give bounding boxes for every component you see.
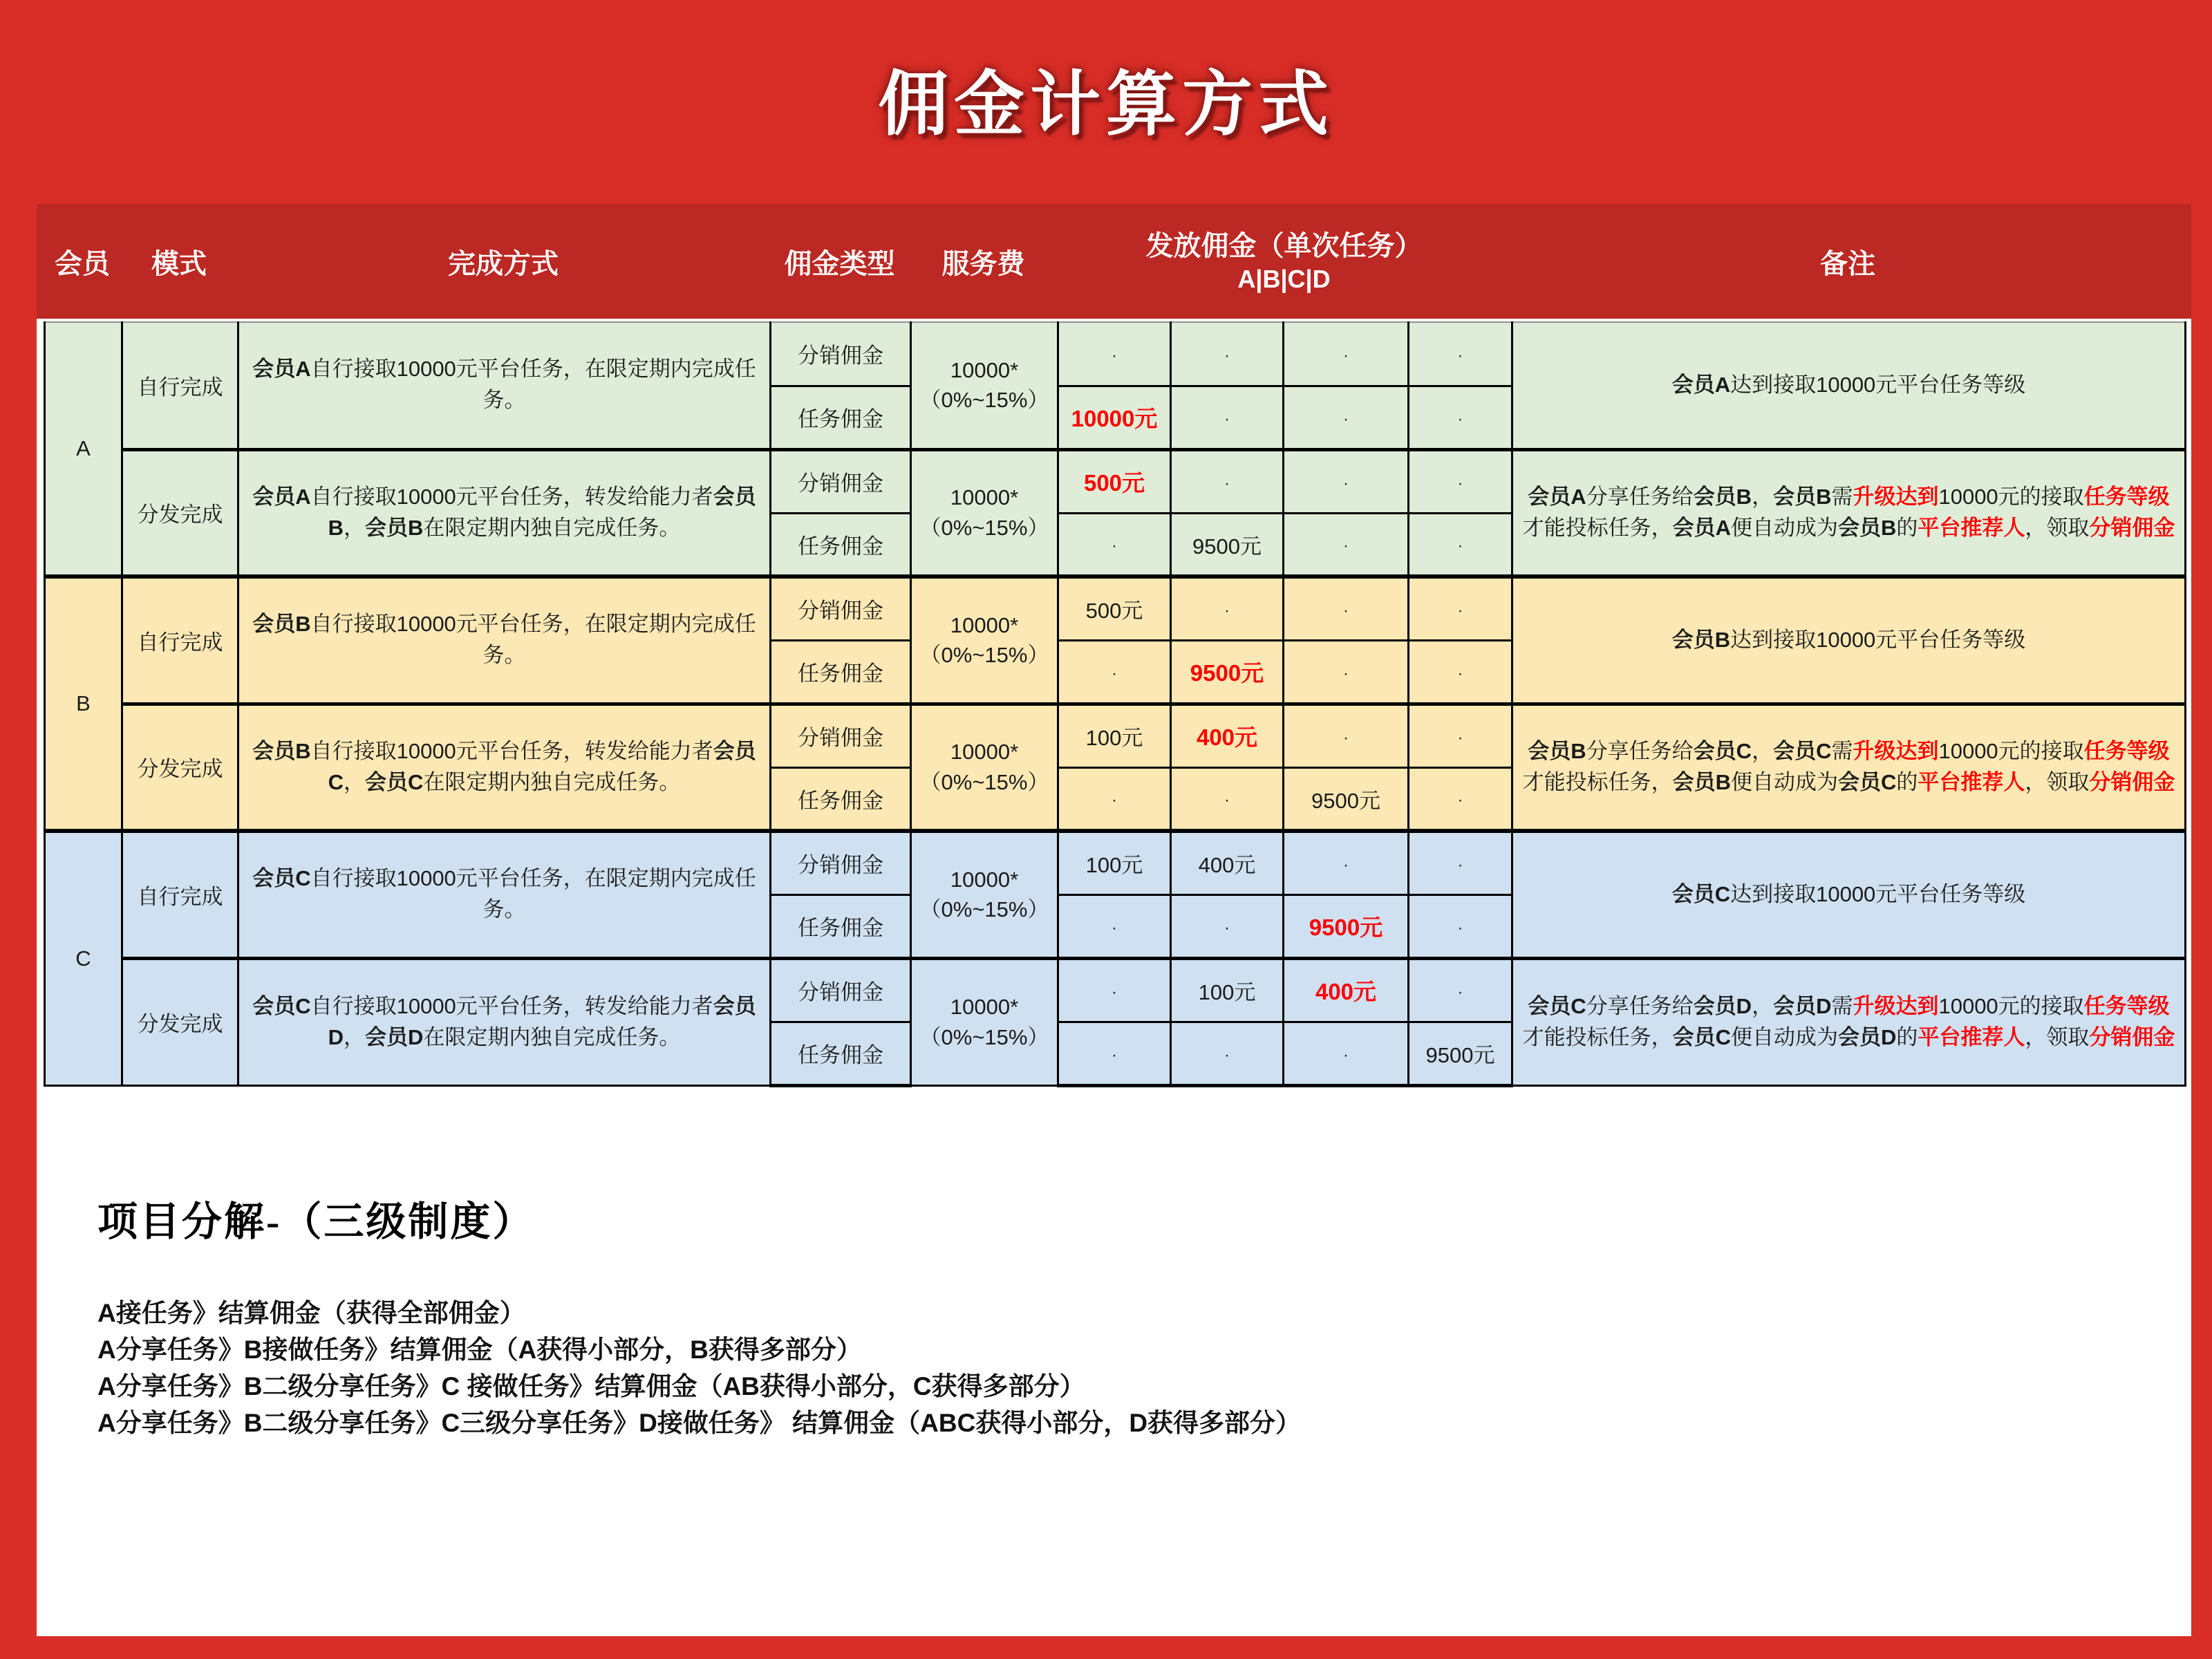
method-cell: 会员A自行接取10000元平台任务，转发给能力者会员B，会员B在限定期内独自完成任务。	[238, 449, 771, 577]
commission-type-cell: 任务佣金	[771, 386, 911, 449]
header-payout-line1: 发放佣金（单次任务）	[1145, 230, 1423, 261]
service-fee-cell	[911, 704, 1058, 831]
service-fee-line1: 10000*	[950, 995, 1019, 1020]
header-commission-type: 佣金类型	[784, 248, 895, 279]
table-row	[45, 958, 2186, 1022]
payout-value-cell-a: 100元	[1058, 704, 1171, 767]
payout-value-cell-b: ·	[1171, 1022, 1284, 1085]
payout-value-cell-c: 9500元	[1284, 767, 1409, 831]
table-header-row	[37, 204, 2191, 319]
payout-value-cell-c: ·	[1284, 640, 1409, 704]
payout-value-cell-a: ·	[1058, 322, 1171, 386]
header-payout	[1057, 229, 1511, 294]
member-cell: A	[45, 322, 122, 577]
service-fee-line2: （0%~15%）	[919, 388, 1049, 413]
payout-value-cell-b: ·	[1171, 767, 1284, 831]
payout-value-cell-a: ·	[1058, 640, 1171, 704]
footer-line: A接任务》结算佣金（获得全部佣金）	[97, 1299, 525, 1327]
mode-cell: 分发完成	[122, 958, 238, 1085]
remark-cell: 会员A分享任务给会员B，会员B需升级达到10000元的接取任务等级才能投标任务，会员A便自动成为会员B的平台推荐人，领取分销佣金	[1512, 449, 2186, 577]
payout-value-cell-d: ·	[1409, 894, 1512, 958]
payout-value-cell-d: ·	[1409, 958, 1512, 1022]
footer-line: A分享任务》B接做任务》结算佣金（A获得小部分，B获得多部分）	[97, 1335, 862, 1364]
service-fee-line1: 10000*	[950, 357, 1019, 382]
payout-value-cell-c: ·	[1284, 513, 1409, 577]
service-fee-line2: （0%~15%）	[919, 897, 1049, 922]
payout-value-cell-d: ·	[1409, 704, 1512, 767]
mode-cell: 自行完成	[122, 831, 238, 958]
payout-value-cell-c: ·	[1284, 449, 1409, 513]
payout-value-cell-d: ·	[1409, 449, 1512, 513]
payout-value-cell-d: ·	[1409, 322, 1512, 386]
method-cell: 会员C自行接取10000元平台任务，在限定期内完成任务。	[238, 831, 771, 958]
commission-type-cell: 分销佣金	[771, 831, 911, 894]
service-fee-cell	[911, 831, 1058, 958]
payout-value-cell-d: ·	[1409, 640, 1512, 704]
page-title: 佣金计算方式	[878, 66, 1334, 144]
service-fee-line2: （0%~15%）	[919, 769, 1049, 794]
commission-type-cell: 任务佣金	[771, 894, 911, 958]
table-row	[45, 322, 2186, 386]
commission-type-cell: 任务佣金	[771, 767, 911, 831]
header-member: 会员	[55, 248, 110, 279]
payout-value-cell-b: ·	[1171, 386, 1284, 449]
mode-cell: 分发完成	[122, 449, 238, 577]
commission-type-cell: 任务佣金	[771, 640, 911, 704]
mode-cell: 自行完成	[122, 577, 238, 704]
payout-value-cell-d: ·	[1409, 577, 1512, 640]
payout-value-cell-d: ·	[1409, 831, 1512, 894]
payout-value-cell-c: ·	[1284, 704, 1409, 767]
member-cell: C	[45, 831, 122, 1085]
commission-type-cell: 分销佣金	[771, 958, 911, 1022]
header-method: 完成方式	[448, 248, 559, 279]
payout-value-cell-b: 400元	[1171, 704, 1284, 767]
header-service-fee: 服务费	[941, 248, 1025, 279]
commission-type-cell: 任务佣金	[771, 1022, 911, 1085]
service-fee-line2: （0%~15%）	[919, 515, 1049, 540]
content-panel	[37, 204, 2191, 1636]
payout-value-cell-b: ·	[1171, 577, 1284, 640]
service-fee-line1: 10000*	[950, 485, 1019, 510]
commission-type-cell: 分销佣金	[771, 577, 911, 640]
table-row	[45, 704, 2186, 767]
payout-value-cell-a: ·	[1058, 894, 1171, 958]
commission-type-cell: 分销佣金	[771, 449, 911, 513]
commission-table	[44, 321, 2186, 1087]
payout-value-cell-b: ·	[1171, 894, 1284, 958]
payout-value-cell-c: ·	[1284, 577, 1409, 640]
payout-value-cell-d: 9500元	[1409, 1022, 1512, 1085]
payout-value-cell-a: 100元	[1058, 831, 1171, 894]
remark-cell: 会员C分享任务给会员D，会员D需升级达到10000元的接取任务等级才能投标任务，会员C便自动成为会员D的平台推荐人，领取分销佣金	[1512, 958, 2186, 1085]
member-cell: B	[45, 577, 122, 831]
table-row	[45, 577, 2186, 640]
payout-value-cell-a: ·	[1058, 958, 1171, 1022]
payout-value-cell-a: 500元	[1058, 449, 1171, 513]
header-mode: 模式	[151, 248, 207, 279]
remark-cell: 会员C达到接取10000元平台任务等级	[1512, 831, 2186, 958]
service-fee-line1: 10000*	[950, 867, 1019, 892]
method-cell: 会员A自行接取10000元平台任务，在限定期内完成任务。	[238, 322, 771, 449]
table-row	[45, 831, 2186, 894]
remark-cell: 会员A达到接取10000元平台任务等级	[1512, 322, 2186, 449]
header-payout-line2: A|B|C|D	[1237, 264, 1331, 293]
remark-cell: 会员B达到接取10000元平台任务等级	[1512, 577, 2186, 704]
service-fee-cell	[911, 449, 1058, 577]
payout-value-cell-b: 9500元	[1171, 513, 1284, 577]
footer-lines	[97, 1295, 1301, 1441]
mode-cell: 分发完成	[122, 704, 238, 831]
footer-line: A分享任务》B二级分享任务》C 接做任务》结算佣金（AB获得小部分，C获得多部分）	[97, 1372, 1085, 1400]
header-remark: 备注	[1820, 248, 1875, 279]
payout-value-cell-d: ·	[1409, 513, 1512, 577]
payout-value-cell-b: ·	[1171, 322, 1284, 386]
service-fee-line1: 10000*	[950, 740, 1019, 765]
payout-value-cell-d: ·	[1409, 386, 1512, 449]
method-cell: 会员B自行接取10000元平台任务，转发给能力者会员C，会员C在限定期内独自完成任务。	[238, 704, 771, 831]
service-fee-line2: （0%~15%）	[919, 1024, 1049, 1049]
service-fee-cell	[911, 958, 1058, 1085]
payout-value-cell-c: ·	[1284, 322, 1409, 386]
commission-type-cell: 分销佣金	[771, 322, 911, 386]
service-fee-cell	[911, 577, 1058, 704]
payout-value-cell-c: ·	[1284, 1022, 1409, 1085]
payout-value-cell-b: 100元	[1171, 958, 1284, 1022]
table-body	[37, 319, 2191, 1087]
footer-line: A分享任务》B二级分享任务》C三级分享任务》D接做任务》 结算佣金（ABC获得小部分，D获得多部分）	[97, 1409, 1302, 1437]
footer-title: 项目分解-（三级制度）	[97, 1199, 535, 1244]
payout-value-cell-c: 400元	[1284, 958, 1409, 1022]
payout-value-cell-b: 400元	[1171, 831, 1284, 894]
payout-value-cell-a: 10000元	[1058, 386, 1171, 449]
payout-value-cell-c: 9500元	[1284, 894, 1409, 958]
payout-value-cell-d: ·	[1409, 767, 1512, 831]
table-row	[45, 449, 2186, 513]
remark-cell: 会员B分享任务给会员C，会员C需升级达到10000元的接取任务等级才能投标任务，会员B便自动成为会员C的平台推荐人，领取分销佣金	[1512, 704, 2186, 831]
service-fee-line1: 10000*	[950, 612, 1019, 637]
service-fee-cell	[911, 322, 1058, 449]
payout-value-cell-a: ·	[1058, 767, 1171, 831]
commission-type-cell: 分销佣金	[771, 704, 911, 767]
payout-value-cell-c: ·	[1284, 386, 1409, 449]
payout-value-cell-b: 9500元	[1171, 640, 1284, 704]
payout-value-cell-a: 500元	[1058, 577, 1171, 640]
payout-value-cell-b: ·	[1171, 449, 1284, 513]
method-cell: 会员C自行接取10000元平台任务，转发给能力者会员D，会员D在限定期内独自完成任务。	[238, 958, 771, 1085]
payout-value-cell-a: ·	[1058, 513, 1171, 577]
payout-value-cell-a: ·	[1058, 1022, 1171, 1085]
service-fee-line2: （0%~15%）	[919, 643, 1049, 668]
commission-type-cell: 任务佣金	[771, 513, 911, 577]
method-cell: 会员B自行接取10000元平台任务，在限定期内完成任务。	[238, 577, 771, 704]
mode-cell: 自行完成	[122, 322, 238, 449]
payout-value-cell-c: ·	[1284, 831, 1409, 894]
